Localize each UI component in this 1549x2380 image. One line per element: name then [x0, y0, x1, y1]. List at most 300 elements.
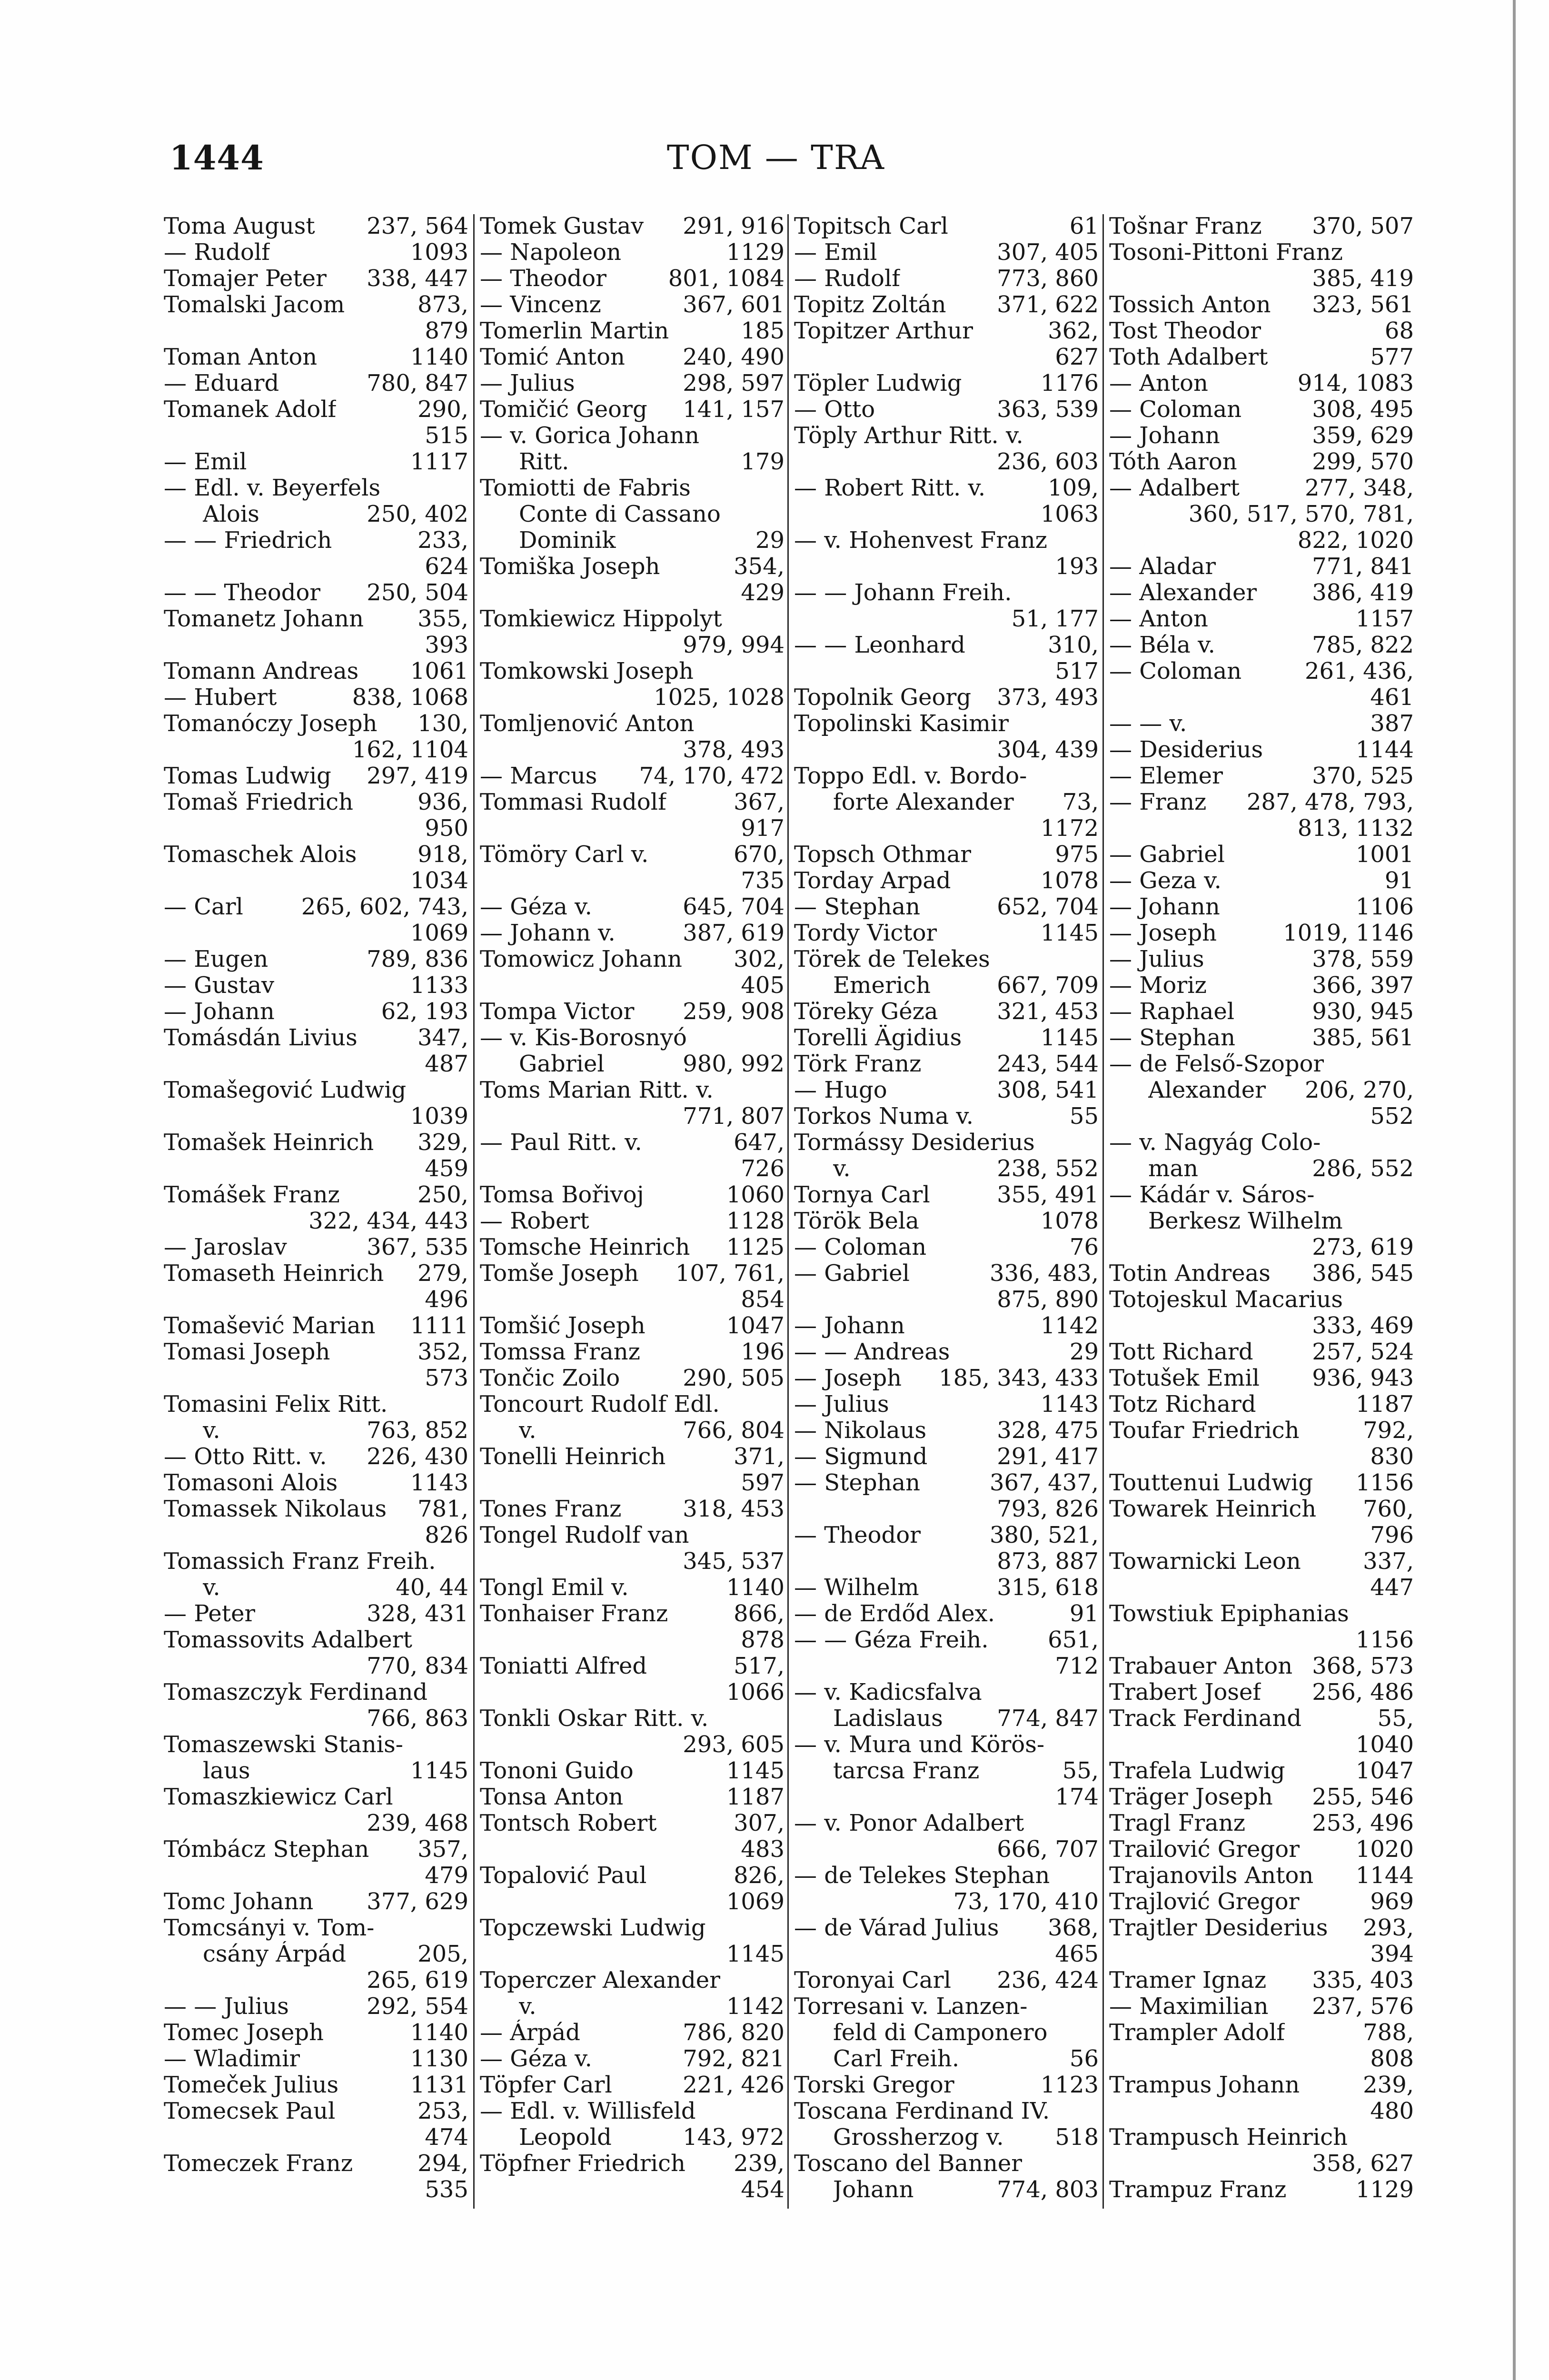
entry-pages: 666, 707: [997, 1836, 1099, 1863]
index-entry: [794, 1418, 1099, 1444]
entry-name: — de Telekes Stephan: [794, 1863, 1050, 1889]
entry-pages: 333, 469: [1312, 1312, 1414, 1339]
index-entry: [1109, 1810, 1414, 1836]
entry-name: Trabauer Anton: [1109, 1653, 1293, 1679]
entry-name: — Peter: [164, 1601, 256, 1627]
entry-name: — Adalbert: [1109, 475, 1240, 501]
entry-name: Carl Freih.: [833, 2046, 960, 2072]
entry-line: [480, 711, 784, 737]
entry-pages: 830: [1370, 1443, 1414, 1470]
entry-name: Tononi Guido: [480, 1758, 634, 1784]
entry-name: Topsch Othmar: [794, 842, 972, 868]
entry-pages: 1145: [1040, 920, 1099, 946]
entry-name: Trafela Ludwig: [1109, 1758, 1285, 1784]
index-entry: [164, 449, 468, 475]
entry-line: [794, 737, 1099, 763]
entry-pages: 875, 890: [997, 1286, 1099, 1313]
entry-pages: 969: [1370, 1888, 1414, 1915]
entry-line: [1109, 2020, 1414, 2046]
entry-line: [480, 1810, 784, 1836]
index-entry: [1109, 1025, 1414, 1051]
entry-line: [794, 946, 1099, 972]
entry-name: Trajanovils Anton: [1109, 1863, 1314, 1889]
entry-line: [794, 1706, 1099, 1732]
entry-line: [164, 1732, 468, 1758]
entry-name: v.: [203, 1418, 220, 1444]
index-entry: [480, 1260, 784, 1313]
entry-pages: 107, 761,: [675, 1260, 784, 1287]
entry-pages: 770, 834: [367, 1653, 468, 1679]
entry-line: [480, 1025, 784, 1051]
entry-line: [164, 239, 468, 266]
entry-line: [794, 972, 1099, 999]
entry-pages: 265, 602, 743,: [301, 893, 468, 920]
entry-pages: 293,: [1363, 1914, 1414, 1941]
page-number: 1444: [169, 138, 264, 178]
entry-line: [1109, 1889, 1414, 1915]
entry-line: [1109, 266, 1414, 292]
entry-name: Töpfner Friedrich: [480, 2151, 685, 2177]
index-entry: [164, 1732, 468, 1784]
entry-line: [794, 1287, 1099, 1313]
entry-pages: 873, 887: [997, 1548, 1099, 1575]
entry-line: [164, 1234, 468, 1260]
entry-line: [794, 501, 1099, 527]
entry-line: [794, 1234, 1099, 1260]
entry-line: [794, 1548, 1099, 1575]
index-entry: [794, 1103, 1099, 1130]
entry-line: [480, 1130, 784, 1156]
index-entry: [1109, 318, 1414, 344]
index-entry: [1109, 1863, 1414, 1889]
entry-line: [480, 292, 784, 318]
entry-line: [164, 1077, 468, 1103]
index-entry: [164, 1784, 468, 1836]
index-entry: [164, 292, 468, 344]
entry-line: [1109, 632, 1414, 658]
index-entry: [1109, 632, 1414, 658]
entry-name: Topolnik Georg: [794, 684, 972, 711]
entry-pages: 141, 157: [683, 396, 784, 423]
entry-line: [480, 1548, 784, 1575]
entry-name: Tongl Emil v.: [480, 1575, 629, 1601]
entry-pages: 773, 860: [997, 265, 1099, 292]
index-entry: [794, 527, 1099, 580]
entry-line: [794, 1260, 1099, 1287]
entry-name: Grossherzog v.: [833, 2124, 1004, 2151]
entry-pages: 51, 177: [1011, 605, 1099, 632]
entry-pages: 1145: [726, 1757, 784, 1784]
entry-line: [794, 370, 1099, 397]
entry-line: [480, 1365, 784, 1391]
entry-line: [164, 1522, 468, 1548]
entry-line: [1109, 1444, 1414, 1470]
entry-name: Totušek Emil: [1109, 1365, 1260, 1391]
running-head: TOM — TRA: [666, 138, 885, 177]
entry-line: [480, 1679, 784, 1706]
entry-name: — Stephan: [1109, 1025, 1236, 1051]
entry-line: [480, 868, 784, 894]
entry-name: Tomssa Franz: [480, 1339, 640, 1365]
entry-line: [480, 894, 784, 920]
entry-line: [794, 1496, 1099, 1522]
entry-line: [1109, 815, 1414, 842]
index-entry: [794, 868, 1099, 894]
entry-name: Toman Anton: [164, 344, 318, 370]
entry-name: Conte di Cassano: [519, 501, 721, 527]
entry-pages: 1034: [410, 867, 468, 894]
entry-pages: 766, 804: [683, 1417, 784, 1444]
entry-line: [1109, 1182, 1414, 1208]
index-entry: [794, 1051, 1099, 1077]
entry-line: [480, 1653, 784, 1679]
index-entry: [164, 2020, 468, 2046]
entry-line: [1109, 370, 1414, 397]
entry-line: [1109, 737, 1414, 763]
index-entry: [1109, 2124, 1414, 2177]
entry-pages: 1061: [410, 658, 468, 684]
entry-line: [164, 894, 468, 920]
entry-line: [480, 999, 784, 1025]
index-entry: [794, 1077, 1099, 1103]
entry-name: — Franz: [1109, 789, 1207, 815]
entry-line: [164, 266, 468, 292]
entry-name: — Theodor: [480, 266, 607, 292]
entry-name: — Otto: [794, 397, 875, 423]
entry-line: [480, 815, 784, 842]
entry-name: — — Johann Freih.: [794, 580, 1012, 606]
index-entry: [164, 1496, 468, 1548]
entry-line: [1109, 449, 1414, 475]
entry-pages: 302,: [734, 946, 784, 972]
entry-line: [794, 423, 1099, 449]
entry-pages: 597: [741, 1469, 784, 1496]
entry-pages: 318, 453: [683, 1496, 784, 1522]
entry-name: — Desiderius: [1109, 737, 1263, 763]
entry-name: Toncourt Rudolf Edl.: [480, 1391, 720, 1418]
entry-name: Toperczer Alexander: [480, 1967, 721, 1993]
index-entry: [1109, 1496, 1414, 1548]
index-entry: [1109, 554, 1414, 580]
index-entry: [794, 1234, 1099, 1260]
entry-name: Torkos Numa v.: [794, 1103, 973, 1130]
entry-pages: 321, 453: [997, 998, 1099, 1025]
entry-line: [480, 1915, 784, 1941]
entry-line: [1109, 606, 1414, 632]
entry-line: [1109, 527, 1414, 554]
entry-line: [480, 606, 784, 632]
index-entry: [164, 972, 468, 999]
index-entry: [794, 1601, 1099, 1627]
entry-line: [794, 1365, 1099, 1391]
entry-pages: 1093: [410, 239, 468, 266]
entry-pages: 221, 426: [683, 2072, 784, 2098]
entry-pages: 647,: [734, 1129, 784, 1156]
entry-name: — Moriz: [1109, 972, 1207, 999]
entry-pages: 363, 539: [997, 396, 1099, 423]
entry-name: Leopold: [519, 2124, 612, 2151]
entry-pages: 552: [1370, 1103, 1414, 1130]
entry-pages: 250, 402: [367, 501, 468, 527]
entry-line: [480, 1836, 784, 1863]
index-entry: [164, 606, 468, 658]
entry-pages: 813, 1132: [1297, 815, 1414, 842]
entry-pages: 936, 943: [1312, 1365, 1414, 1391]
entry-line: [480, 397, 784, 423]
index-entry: [480, 1444, 784, 1496]
entry-name: — Wilhelm: [794, 1575, 919, 1601]
entry-pages: 345, 537: [683, 1548, 784, 1575]
entry-pages: 788,: [1363, 2019, 1414, 2046]
entry-pages: 796: [1370, 1522, 1414, 1548]
entry-line: [794, 1025, 1099, 1051]
index-entry: [164, 580, 468, 606]
entry-name: Tomassovits Adalbert: [164, 1627, 412, 1653]
entry-line: [794, 1601, 1099, 1627]
entry-line: [1109, 344, 1414, 370]
index-entry: [1109, 2177, 1414, 2203]
index-entry: [794, 1810, 1099, 1863]
entry-pages: 185, 343, 433: [939, 1365, 1099, 1391]
index-entry: [1109, 868, 1414, 894]
entry-line: [164, 527, 468, 554]
entry-line: [794, 239, 1099, 266]
entry-line: [1109, 318, 1414, 344]
entry-pages: 196: [741, 1339, 784, 1365]
entry-pages: 143, 972: [683, 2124, 784, 2151]
entry-name: — Vincenz: [480, 292, 601, 318]
entry-line: [164, 1758, 468, 1784]
entry-line: [1109, 2124, 1414, 2151]
entry-line: [1109, 920, 1414, 946]
index-entry: [164, 2046, 468, 2072]
entry-name: — Aladar: [1109, 554, 1216, 580]
entry-line: [164, 999, 468, 1025]
entry-line: [794, 868, 1099, 894]
index-column-2: [480, 213, 784, 2203]
entry-pages: 61: [1069, 213, 1099, 239]
index-entry: [794, 1391, 1099, 1418]
entry-line: [794, 554, 1099, 580]
index-entry: [480, 2072, 784, 2098]
entry-line: [164, 1863, 468, 1889]
entry-pages: 385, 419: [1312, 265, 1414, 292]
index-entry: [1109, 1470, 1414, 1496]
entry-pages: 1140: [726, 1574, 784, 1601]
entry-pages: 358, 627: [1312, 2150, 1414, 2177]
entry-line: [1109, 1025, 1414, 1051]
entry-line: [794, 999, 1099, 1025]
entry-pages: 386, 419: [1312, 579, 1414, 606]
entry-line: [1109, 397, 1414, 423]
entry-name: — — v.: [1109, 711, 1187, 737]
index-entry: [480, 344, 784, 370]
entry-name: — v. Ponor Adalbert: [794, 1810, 1024, 1836]
entry-pages: 335, 403: [1312, 1967, 1414, 1993]
index-entry: [1109, 972, 1414, 999]
entry-name: tarcsa Franz: [833, 1758, 980, 1784]
entry-name: — — Theodor: [164, 580, 321, 606]
index-entry: [164, 475, 468, 527]
index-entry: [1109, 789, 1414, 842]
entry-line: [164, 397, 468, 423]
entry-pages: 337,: [1363, 1548, 1414, 1575]
entry-name: — Kádár v. Sáros-: [1109, 1182, 1315, 1208]
entry-name: Johann: [833, 2177, 914, 2203]
entry-pages: 465: [1055, 1941, 1099, 1967]
entry-name: Towarek Heinrich: [1109, 1496, 1317, 1522]
entry-line: [794, 1444, 1099, 1470]
entry-line: [164, 711, 468, 737]
entry-pages: 238, 552: [997, 1155, 1099, 1182]
entry-name: Tomaš Friedrich: [164, 789, 354, 815]
index-entry: [794, 2151, 1099, 2203]
entry-pages: 239,: [1363, 2072, 1414, 2098]
entry-name: Tomc Johann: [164, 1889, 314, 1915]
entry-pages: 368,: [1048, 1914, 1099, 1941]
entry-name: Tomanóczy Joseph: [164, 711, 377, 737]
entry-line: [794, 1941, 1099, 1967]
entry-pages: 854: [741, 1286, 784, 1313]
entry-pages: 359, 629: [1312, 422, 1414, 449]
entry-name: — Otto Ritt. v.: [164, 1444, 327, 1470]
entry-line: [480, 920, 784, 946]
entry-pages: 808: [1370, 2045, 1414, 2072]
index-entry: [480, 1365, 784, 1391]
index-entry: [164, 1182, 468, 1234]
entry-pages: 328, 431: [367, 1600, 468, 1627]
entry-line: [164, 1836, 468, 1863]
entry-line: [1109, 1313, 1414, 1339]
entry-pages: 338, 447: [367, 265, 468, 292]
entry-pages: 405: [741, 972, 784, 999]
index-entry: [164, 789, 468, 842]
entry-pages: 517,: [734, 1653, 784, 1679]
entry-pages: 294,: [417, 2150, 468, 2177]
entry-name: Ritt.: [519, 449, 569, 475]
index-entry: [164, 527, 468, 580]
entry-name: — Raphael: [1109, 999, 1235, 1025]
entry-pages: 355,: [417, 605, 468, 632]
entry-pages: 763, 852: [367, 1417, 468, 1444]
entry-pages: 667, 709: [997, 972, 1099, 999]
entry-line: [794, 1627, 1099, 1653]
entry-line: [1109, 1391, 1414, 1418]
index-entry: [164, 2151, 468, 2203]
entry-pages: 1078: [1040, 1208, 1099, 1234]
entry-line: [1109, 2072, 1414, 2098]
entry-name: Emerich: [833, 972, 931, 999]
entry-name: Tomek Gustav: [480, 213, 644, 239]
entry-pages: 826,: [734, 1862, 784, 1889]
entry-pages: 1019, 1146: [1283, 920, 1414, 946]
entry-line: [164, 1496, 468, 1522]
entry-line: [1109, 1627, 1414, 1653]
entry-pages: 236, 603: [997, 448, 1099, 475]
entry-pages: 670,: [734, 841, 784, 868]
entry-line: [164, 789, 468, 815]
entry-name: — Paul Ritt. v.: [480, 1130, 642, 1156]
entry-name: Tones Franz: [480, 1496, 622, 1522]
entry-line: [794, 2151, 1099, 2177]
entry-line: [1109, 423, 1414, 449]
entry-line: [1109, 711, 1414, 737]
entry-name: — Stephan: [794, 894, 921, 920]
entry-pages: 109,: [1048, 475, 1099, 501]
index-entry: [794, 318, 1099, 370]
entry-pages: 179: [741, 448, 784, 475]
entry-pages: 29: [1069, 1339, 1099, 1365]
entry-line: [480, 554, 784, 580]
entry-line: [164, 1915, 468, 1941]
index-entry: [794, 1182, 1099, 1208]
entry-pages: 322, 434, 443: [308, 1208, 468, 1234]
entry-pages: 781,: [417, 1496, 468, 1522]
entry-name: — Marcus: [480, 763, 597, 789]
entry-line: [164, 1287, 468, 1313]
index-entry: [794, 946, 1099, 999]
entry-line: [1109, 213, 1414, 239]
entry-pages: 310,: [1048, 632, 1099, 658]
entry-name: Tomecsek Paul: [164, 2098, 336, 2124]
entry-line: [164, 1967, 468, 1993]
entry-name: — — Leonhard: [794, 632, 965, 658]
index-entry: [480, 2098, 784, 2151]
entry-line: [1109, 1470, 1414, 1496]
index-entry: [1109, 1967, 1414, 1993]
index-entry: [164, 1889, 468, 1915]
entry-pages: 1069: [410, 920, 468, 946]
entry-line: [794, 1784, 1099, 1810]
index-entry: [164, 842, 468, 894]
entry-name: Tomajer Peter: [164, 266, 327, 292]
entry-line: [794, 2124, 1099, 2151]
entry-name: Tomann Andreas: [164, 658, 359, 684]
entry-pages: 1145: [726, 1941, 784, 1967]
index-entry: [1109, 292, 1414, 318]
index-entry: [1109, 737, 1414, 763]
entry-name: Tommasi Rudolf: [480, 789, 666, 815]
index-entry: [480, 789, 784, 842]
entry-name: Towstiuk Epiphanias: [1109, 1601, 1349, 1627]
entry-line: [1109, 1077, 1414, 1103]
entry-line: [1109, 1208, 1414, 1234]
entry-line: [480, 1601, 784, 1627]
entry-line: [1109, 1130, 1414, 1156]
entry-pages: 786, 820: [683, 2019, 784, 2046]
entry-name: Tomašević Marian: [164, 1313, 376, 1339]
entry-pages: 378, 493: [683, 736, 784, 763]
entry-name: — Rudolf: [794, 266, 901, 292]
entry-pages: 290,: [417, 396, 468, 423]
entry-line: [480, 842, 784, 868]
index-entry: [1109, 344, 1414, 370]
index-entry: [1109, 1758, 1414, 1784]
index-entry: [1109, 1365, 1414, 1391]
entry-line: [480, 1339, 784, 1365]
entry-name: Tomec Joseph: [164, 2020, 324, 2046]
index-entry: [794, 292, 1099, 318]
entry-pages: 771, 841: [1312, 553, 1414, 580]
entry-line: [480, 344, 784, 370]
index-entry: [794, 1967, 1099, 1993]
entry-line: [1109, 1653, 1414, 1679]
entry-pages: 174: [1055, 1784, 1099, 1810]
index-column-4: [1109, 213, 1414, 2203]
entry-line: [794, 1863, 1099, 1889]
entry-name: Topczewski Ludwig: [480, 1915, 706, 1941]
entry-name: — Gabriel: [794, 1260, 910, 1287]
